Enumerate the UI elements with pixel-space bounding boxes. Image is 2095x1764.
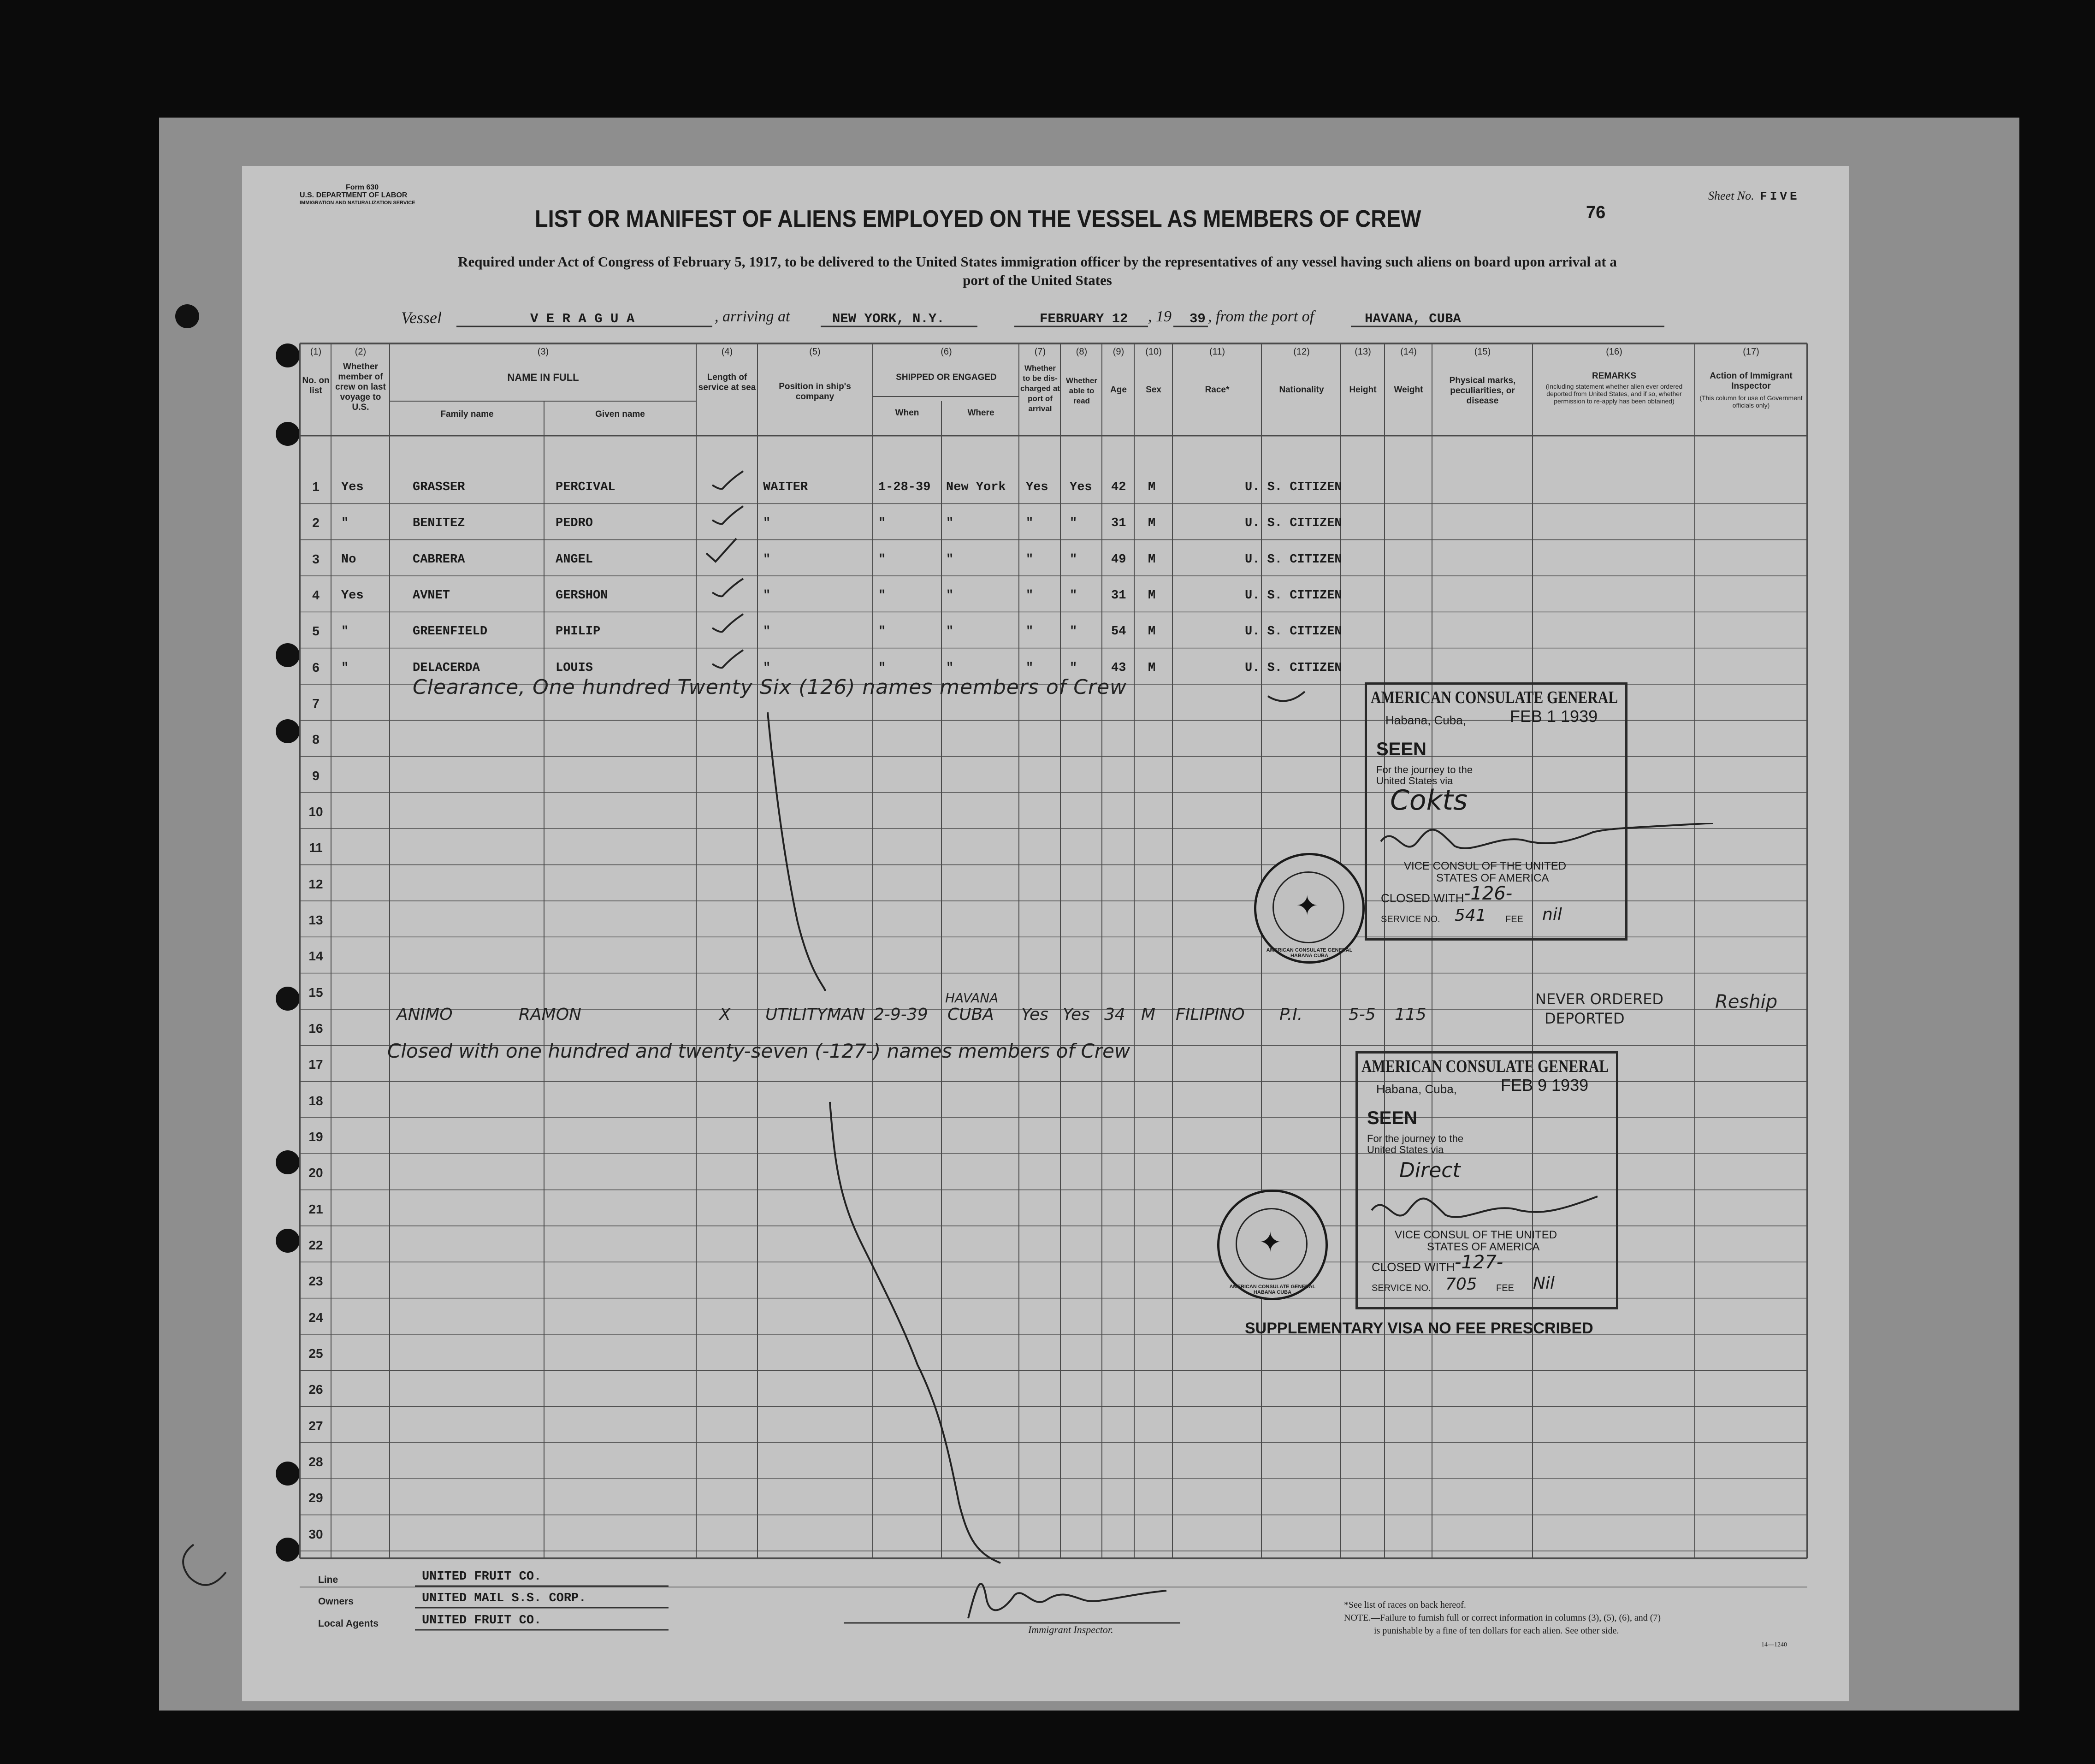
stamp-1-service: 541 bbox=[1455, 906, 1486, 925]
row-number: 26 bbox=[308, 1382, 323, 1397]
row-position: " bbox=[763, 661, 771, 675]
row-position: " bbox=[763, 588, 771, 603]
col-1-num: (1) bbox=[310, 347, 322, 357]
row-given-name: PEDRO bbox=[556, 516, 593, 531]
row-shipped-where: " bbox=[946, 661, 954, 675]
row-age: 43 bbox=[1111, 661, 1126, 675]
departure-port: HAVANA, CUBA bbox=[1365, 311, 1461, 326]
service-name: IMMIGRATION AND NATURALIZATION SERVICE bbox=[300, 200, 415, 206]
vessel-name: V E R A G U A bbox=[530, 311, 635, 326]
stamp-1-closed: -126- bbox=[1464, 883, 1513, 904]
row-number: 1 bbox=[312, 479, 320, 494]
row-number: 2 bbox=[312, 515, 320, 530]
row-16-given: RAMON bbox=[519, 1005, 581, 1024]
row-nationality: U. S. CITIZEN bbox=[1245, 661, 1342, 675]
row-position: " bbox=[763, 516, 771, 531]
col-3-num: (3) bbox=[537, 347, 549, 357]
row-16-where-top: HAVANA bbox=[945, 990, 999, 1006]
stamp-1-title: AMERICAN CONSULATE GENERAL bbox=[1371, 688, 1618, 707]
row-number: 20 bbox=[308, 1166, 323, 1180]
row-given-name: LOUIS bbox=[556, 661, 593, 675]
row-shipped-when: " bbox=[878, 516, 886, 531]
footer-line: UNITED FRUIT CO. bbox=[422, 1570, 542, 1584]
col-10-num: (10) bbox=[1145, 347, 1162, 357]
row-number: 7 bbox=[312, 696, 320, 710]
row-nationality: U. S. CITIZEN bbox=[1245, 516, 1342, 531]
row-family-name: AVNET bbox=[413, 588, 450, 603]
col-9-label: Age bbox=[1110, 385, 1127, 395]
row-17-closure-note: Closed with one hundred and twenty-seven (-127-) names members of Crew bbox=[387, 1040, 1130, 1062]
col-16-num: (16) bbox=[1606, 347, 1622, 357]
row-shipped-when: " bbox=[878, 588, 886, 603]
row-16-action: Reship bbox=[1715, 991, 1778, 1012]
row-discharged: " bbox=[1026, 552, 1034, 567]
row-family-name: GRASSER bbox=[413, 480, 465, 494]
footer-note-3: is punishable by a fine of ten dollars for each alien. See other side. bbox=[1374, 1626, 1619, 1636]
col-3-label: NAME IN FULL bbox=[507, 372, 579, 383]
row-number: 22 bbox=[308, 1237, 323, 1252]
row-age: 54 bbox=[1111, 625, 1126, 639]
col-2-label: Whether member of crew on last voyage to U.S. bbox=[335, 362, 386, 412]
stamp-2-closed: -127- bbox=[1455, 1252, 1503, 1273]
row-16-nationality: P.I. bbox=[1279, 1005, 1303, 1024]
stamp-2-fee-label: FEE bbox=[1496, 1283, 1514, 1293]
row-shipped-where: " bbox=[946, 516, 954, 531]
stamp-1-journey-1: For the journey to the bbox=[1376, 764, 1473, 775]
row-position: " bbox=[763, 552, 771, 567]
row-number: 28 bbox=[308, 1454, 323, 1469]
row-given-name: PERCIVAL bbox=[556, 480, 615, 494]
row-given-name: GERSHON bbox=[556, 588, 608, 603]
row-family-name: CABRERA bbox=[413, 552, 465, 567]
col-14-label: Weight bbox=[1394, 385, 1423, 395]
row-sex: M bbox=[1148, 625, 1156, 639]
row-16-position: UTILITYMAN bbox=[765, 1005, 865, 1024]
row-16-remarks-2: DEPORTED bbox=[1545, 1010, 1625, 1027]
row-nationality: U. S. CITIZEN bbox=[1245, 552, 1342, 567]
footer-note-1: *See list of races on back hereof. bbox=[1344, 1600, 1466, 1610]
stamp-2-date: FEB 9 1939 bbox=[1501, 1076, 1589, 1095]
row-number: 17 bbox=[308, 1057, 323, 1072]
col-2-num: (2) bbox=[355, 347, 367, 357]
col-17-note: (This column for use of Government officials only) bbox=[1699, 394, 1803, 409]
stamp-2-seen: SEEN bbox=[1367, 1108, 1417, 1128]
row-16-race: FILIPINO bbox=[1176, 1005, 1245, 1024]
stamp-2-closed-label: CLOSED WITH bbox=[1372, 1260, 1455, 1274]
col-8-label: Whether able to read bbox=[1066, 376, 1097, 405]
stamp-2-vice-2: STATES OF AMERICA bbox=[1427, 1241, 1540, 1253]
col-9-num: (9) bbox=[1113, 347, 1124, 357]
row-age: 31 bbox=[1111, 588, 1126, 603]
sheet-number-label: Sheet No. bbox=[1708, 189, 1754, 202]
col-11-label: Race* bbox=[1205, 385, 1230, 395]
row-sex: M bbox=[1148, 552, 1156, 567]
col-12-label: Nationality bbox=[1279, 385, 1324, 395]
row-nationality: U. S. CITIZEN bbox=[1245, 625, 1342, 639]
row-position: " bbox=[763, 625, 771, 639]
subtitle-line-1: Required under Act of Congress of February 5, 1917, to be delivered to the United States immigration officer by the representatives of any vessel having such aliens on board upon arrival at a bbox=[458, 254, 1617, 270]
row-nationality: U. S. CITIZEN bbox=[1245, 588, 1342, 603]
stamp-1-fee-label: FEE bbox=[1505, 914, 1523, 924]
row-discharged: " bbox=[1026, 588, 1034, 603]
row-number: 29 bbox=[308, 1491, 323, 1505]
row-number: 4 bbox=[312, 587, 320, 602]
row-shipped-where: " bbox=[946, 588, 954, 603]
stamp-1-seen: SEEN bbox=[1376, 739, 1426, 759]
from-port-label: , from the port of bbox=[1208, 308, 1314, 325]
col-16-note: (Including statement whether alien ever ordered deported from United States, and if so, whether permission to re-apply has been obtained) bbox=[1545, 383, 1683, 405]
row-16-read: Yes bbox=[1063, 1005, 1090, 1024]
stamp-2-title: AMERICAN CONSULATE GENERAL bbox=[1361, 1057, 1609, 1076]
row-discharged: Yes bbox=[1026, 480, 1048, 494]
row-shipped-where: " bbox=[946, 552, 954, 567]
footer-note-2: NOTE.—Failure to furnish full or correct information in columns (3), (5), (6), and (7) bbox=[1344, 1613, 1661, 1623]
col-16-label: REMARKS bbox=[1592, 371, 1637, 381]
arrival-year: 39 bbox=[1190, 311, 1206, 326]
row-age: 31 bbox=[1111, 516, 1126, 531]
seal-1-text: AMERICAN CONSULATE GENERAL HABANA CUBA bbox=[1266, 947, 1353, 959]
sheet-number-value: FIVE bbox=[1760, 189, 1800, 203]
stamp-2-journey-2: United States via bbox=[1367, 1144, 1444, 1155]
col-12-num: (12) bbox=[1293, 347, 1310, 357]
col-1-label: No. on list bbox=[302, 376, 330, 396]
footer-agents: UNITED FRUIT CO. bbox=[422, 1614, 542, 1628]
row-nationality: U. S. CITIZEN bbox=[1245, 480, 1342, 494]
row-number: 6 bbox=[312, 660, 320, 675]
row-number: 11 bbox=[309, 841, 323, 855]
row-number: 16 bbox=[308, 1021, 323, 1036]
row-number: 30 bbox=[308, 1527, 323, 1541]
form-number: Form 630 bbox=[346, 184, 379, 191]
col-6-where: Where bbox=[967, 408, 994, 418]
row-number: 18 bbox=[308, 1093, 323, 1108]
row-sex: M bbox=[1148, 480, 1156, 494]
row-previous-voyage: Yes bbox=[341, 588, 364, 603]
row-number: 27 bbox=[308, 1418, 323, 1433]
row-number: 21 bbox=[308, 1202, 323, 1216]
row-able-to-read: Yes bbox=[1070, 480, 1092, 494]
stamp-2-fee: Nil bbox=[1533, 1274, 1555, 1293]
row-number: 8 bbox=[312, 732, 320, 747]
row-age: 42 bbox=[1111, 480, 1126, 494]
stamp-1-place: Habana, Cuba, bbox=[1385, 713, 1466, 727]
row-number: 10 bbox=[308, 804, 323, 819]
row-number: 3 bbox=[312, 551, 320, 566]
col-4-num: (4) bbox=[721, 347, 733, 357]
row-16-remarks-1: NEVER ORDERED bbox=[1535, 990, 1664, 1008]
arriving-label: , arriving at bbox=[715, 308, 790, 325]
col-11-num: (11) bbox=[1209, 347, 1225, 357]
stamped-number: 76 bbox=[1586, 203, 1606, 222]
row-family-name: BENITEZ bbox=[413, 516, 465, 531]
inspector-label: Immigrant Inspector. bbox=[1028, 1624, 1113, 1635]
row-shipped-when: 1-28-39 bbox=[878, 480, 931, 494]
row-able-to-read: " bbox=[1070, 516, 1077, 531]
row-16-sex: M bbox=[1141, 1005, 1156, 1024]
manifest-title: LIST OR MANIFEST OF ALIENS EMPLOYED ON THE VESSEL AS MEMBERS OF CREW bbox=[535, 206, 1421, 232]
row-previous-voyage: No bbox=[341, 552, 356, 567]
row-sex: M bbox=[1148, 516, 1156, 531]
row-position: WAITER bbox=[763, 480, 808, 494]
stamp-1-journey-2: United States via bbox=[1376, 775, 1453, 787]
row-age: 49 bbox=[1111, 552, 1126, 567]
stamp-1-closed-label: CLOSED WITH bbox=[1381, 891, 1464, 905]
row-discharged: " bbox=[1026, 516, 1034, 531]
department: U.S. DEPARTMENT OF LABOR bbox=[300, 191, 408, 199]
row-16-discharged: Yes bbox=[1021, 1005, 1048, 1024]
row-previous-voyage: " bbox=[341, 661, 349, 675]
row-16-service: X bbox=[719, 1005, 731, 1024]
col-5-num: (5) bbox=[809, 347, 821, 357]
arrival-date: FEBRUARY 12 bbox=[1040, 311, 1128, 326]
col-7-num: (7) bbox=[1034, 347, 1046, 357]
row-shipped-where: New York bbox=[946, 480, 1006, 494]
year-prefix: , 19 bbox=[1148, 308, 1172, 325]
footer-line-label: Line bbox=[318, 1575, 338, 1585]
stamp-2-place: Habana, Cuba, bbox=[1376, 1082, 1457, 1096]
row-given-name: ANGEL bbox=[556, 552, 593, 567]
col-13-label: Height bbox=[1349, 385, 1377, 395]
stamp-2-via: Direct bbox=[1399, 1159, 1461, 1182]
footer-owners-label: Owners bbox=[318, 1596, 354, 1607]
row-16-height: 5-5 bbox=[1349, 1005, 1376, 1024]
eagle-icon: ✦ bbox=[1296, 891, 1319, 921]
row-number: 15 bbox=[308, 985, 323, 1000]
row-number: 24 bbox=[308, 1310, 323, 1325]
col-6-label: SHIPPED OR ENGAGED bbox=[896, 373, 997, 382]
stamp-2-service: 705 bbox=[1445, 1275, 1477, 1294]
row-discharged: " bbox=[1026, 625, 1034, 639]
subtitle-line-2: port of the United States bbox=[963, 272, 1112, 288]
col-17-label: Action of Immigrant Inspector bbox=[1710, 371, 1793, 391]
row-number: 5 bbox=[312, 624, 320, 639]
row-given-name: PHILIP bbox=[556, 625, 601, 639]
col-5-label: Position in ship's company bbox=[779, 382, 851, 402]
row-number: 12 bbox=[308, 876, 323, 891]
stamp-1-via: Cokts bbox=[1390, 784, 1468, 817]
vessel-label: Vessel bbox=[401, 308, 442, 327]
supplementary-visa-stamp: SUPPLEMENTARY VISA NO FEE PRESCRIBED bbox=[1245, 1320, 1593, 1337]
col-3-given: Given name bbox=[595, 409, 645, 419]
row-family-name: GREENFIELD bbox=[413, 625, 488, 639]
stamp-1-service-label: SERVICE NO. bbox=[1381, 914, 1440, 924]
row-number: 14 bbox=[308, 949, 323, 964]
row-shipped-when: " bbox=[878, 552, 886, 567]
row-16-when: 2-9-39 bbox=[874, 1005, 928, 1024]
col-10-label: Sex bbox=[1146, 385, 1161, 395]
col-8-num: (8) bbox=[1076, 347, 1088, 357]
row-previous-voyage: Yes bbox=[341, 480, 364, 494]
row-16-family: ANIMO bbox=[397, 1005, 453, 1024]
row-able-to-read: " bbox=[1070, 625, 1077, 639]
col-15-label: Physical marks, peculiarities, or disease bbox=[1449, 376, 1516, 406]
col-4-label: Length of service at sea bbox=[698, 373, 756, 392]
col-14-num: (14) bbox=[1400, 347, 1417, 357]
row-sex: M bbox=[1148, 661, 1156, 675]
col-6-when: When bbox=[895, 408, 919, 418]
row-shipped-when: " bbox=[878, 661, 886, 675]
stamp-1-fee: nil bbox=[1542, 905, 1562, 924]
stamp-1-vice-1: VICE CONSUL OF THE UNITED bbox=[1404, 860, 1567, 872]
row-number: 9 bbox=[312, 768, 320, 783]
row-number: 23 bbox=[308, 1274, 323, 1289]
row-number: 13 bbox=[308, 912, 323, 927]
row-sex: M bbox=[1148, 588, 1156, 603]
arriving-port: NEW YORK, N.Y. bbox=[832, 311, 945, 326]
footer-agents-label: Local Agents bbox=[318, 1618, 379, 1629]
col-17-num: (17) bbox=[1743, 347, 1759, 357]
seal-2-text: AMERICAN CONSULATE GENERAL HABANA CUBA bbox=[1229, 1284, 1316, 1295]
footer-code: 14—1240 bbox=[1761, 1641, 1787, 1648]
row-16-where: CUBA bbox=[947, 1005, 994, 1024]
row-family-name: DELACERDA bbox=[413, 661, 480, 675]
row-shipped-where: " bbox=[946, 625, 954, 639]
row-16-weight: 115 bbox=[1395, 1005, 1426, 1024]
row-7-clearance-note: Clearance, One hundred Twenty Six (126) names members of Crew bbox=[413, 675, 1127, 699]
col-15-num: (15) bbox=[1474, 347, 1491, 357]
inspector-signature bbox=[959, 1568, 1190, 1632]
row-shipped-when: " bbox=[878, 625, 886, 639]
row-able-to-read: " bbox=[1070, 661, 1077, 675]
row-able-to-read: " bbox=[1070, 588, 1077, 603]
row-16-age: 34 bbox=[1104, 1005, 1125, 1024]
col-3-family: Family name bbox=[440, 409, 494, 419]
stamp-2-service-label: SERVICE NO. bbox=[1372, 1283, 1431, 1293]
row-number: 19 bbox=[308, 1129, 323, 1144]
row-able-to-read: " bbox=[1070, 552, 1077, 567]
stamp-1-date: FEB 1 1939 bbox=[1510, 707, 1598, 726]
eagle-icon: ✦ bbox=[1259, 1227, 1282, 1258]
stamp-2-vice-1: VICE CONSUL OF THE UNITED bbox=[1395, 1229, 1557, 1241]
row-number: 25 bbox=[308, 1346, 323, 1361]
row-previous-voyage: " bbox=[341, 625, 349, 639]
stamp-1-vice-2: STATES OF AMERICA bbox=[1436, 872, 1549, 884]
col-7-label: Whether to be dis-charged at port of arrival bbox=[1020, 364, 1060, 413]
footer-owners: UNITED MAIL S.S. CORP. bbox=[422, 1592, 586, 1605]
col-13-num: (13) bbox=[1355, 347, 1371, 357]
stamp-2-journey-1: For the journey to the bbox=[1367, 1133, 1464, 1144]
col-6-num: (6) bbox=[941, 347, 952, 357]
row-discharged: " bbox=[1026, 661, 1034, 675]
row-previous-voyage: " bbox=[341, 516, 349, 531]
